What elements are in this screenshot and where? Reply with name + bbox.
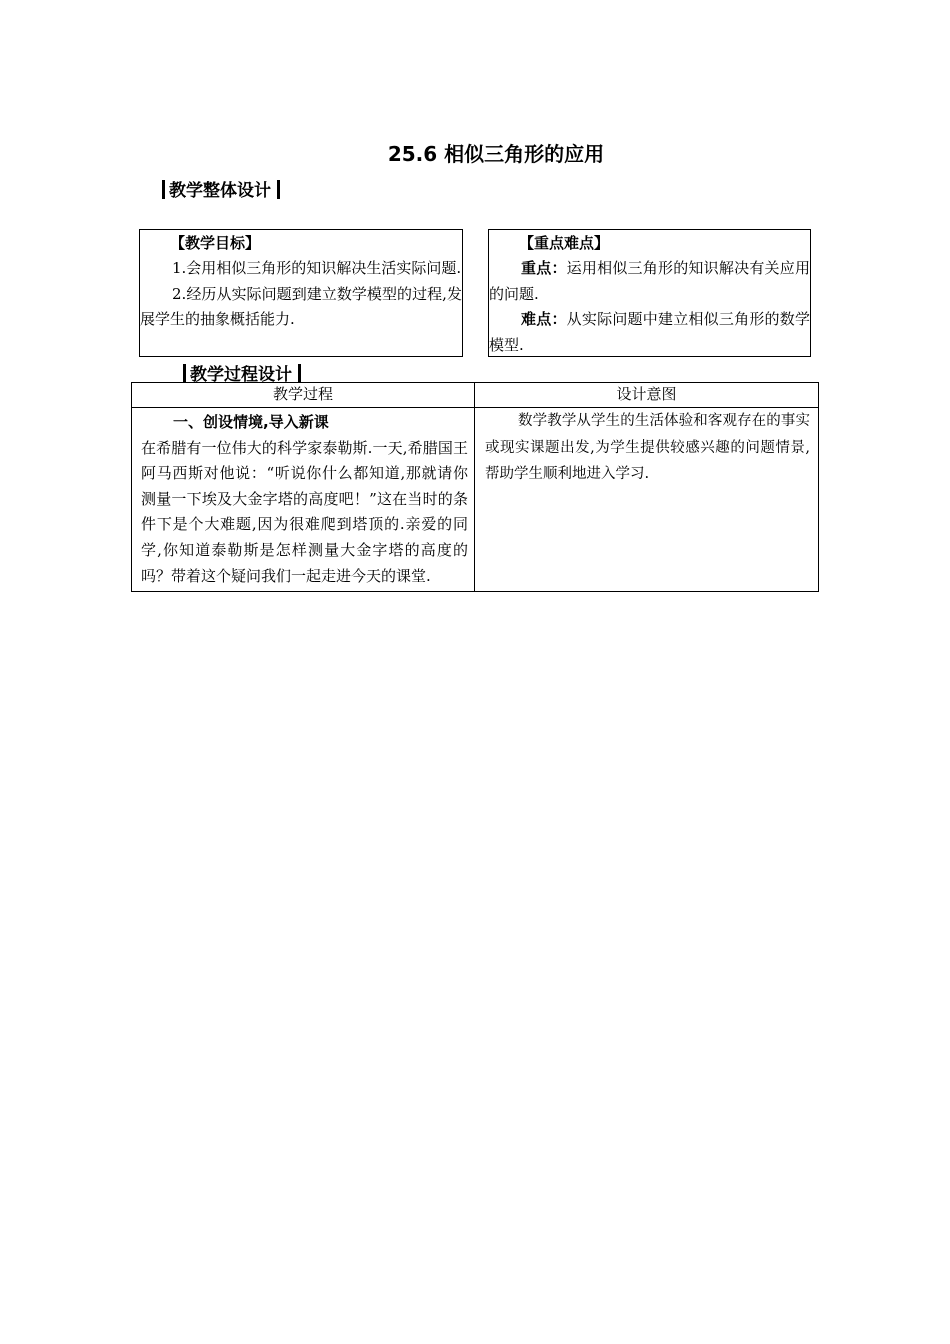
objectives-box (139, 229, 463, 357)
header-intent: 设计意图 (475, 383, 819, 408)
overall-design-heading (162, 176, 280, 201)
heading-bar-left (183, 364, 186, 383)
keypoints-box (488, 229, 811, 357)
process-cell (132, 408, 475, 592)
difficult-label: 难点： (521, 310, 567, 328)
keypoint-key (489, 256, 810, 307)
objective-item-2: 2.经历从实际问题到建立数学模型的过程,发展学生的抽象概括能力. (140, 284, 462, 328)
process-content: 在希腊有一位伟大的科学家泰勒斯.一天,希腊国王阿马西斯对他说：“听说你什么都知道,那就请你测量一下埃及大金字塔的高度吧！”这在当时的条件下是个大难题,因为很难爬到塔顶的.亲爱的同学,你知道泰勒斯是怎样测量大金字塔的高度的吗？带着这个疑问我们一起走进今天的课堂. (141, 438, 468, 585)
overall-design-heading-text: 教学整体设计 (169, 181, 271, 201)
key-text: 运用相似三角形的知识解决有关应用的问题. (489, 259, 810, 303)
heading-bar-left (162, 180, 165, 199)
intent-content: 数学教学从学生的生活体验和客观存在的事实或现实课题出发,为学生提供较感兴趣的问题情景,帮助学生顺利地进入学习. (485, 413, 810, 482)
table-row (132, 408, 819, 592)
process-subtitle: 一、创设情境,导入新课 (173, 413, 329, 431)
heading-bar-right (298, 364, 301, 383)
keypoint-difficult (489, 307, 810, 358)
page-title: 25.6 相似三角形的应用 (387, 142, 605, 166)
difficult-text: 从实际问题中建立相似三角形的数学模型. (489, 310, 810, 354)
process-design-heading-text: 教学过程设计 (190, 365, 292, 385)
intent-cell (475, 408, 819, 592)
keypoints-heading: 【重点难点】 (519, 234, 610, 252)
table-header-row (132, 383, 819, 408)
key-label: 重点： (521, 259, 567, 277)
heading-bar-right (277, 180, 280, 199)
objective-item-1: 1.会用相似三角形的知识解决生活实际问题. (172, 259, 462, 277)
header-process: 教学过程 (132, 383, 475, 408)
objectives-heading: 【教学目标】 (170, 234, 261, 252)
process-table (131, 382, 819, 592)
